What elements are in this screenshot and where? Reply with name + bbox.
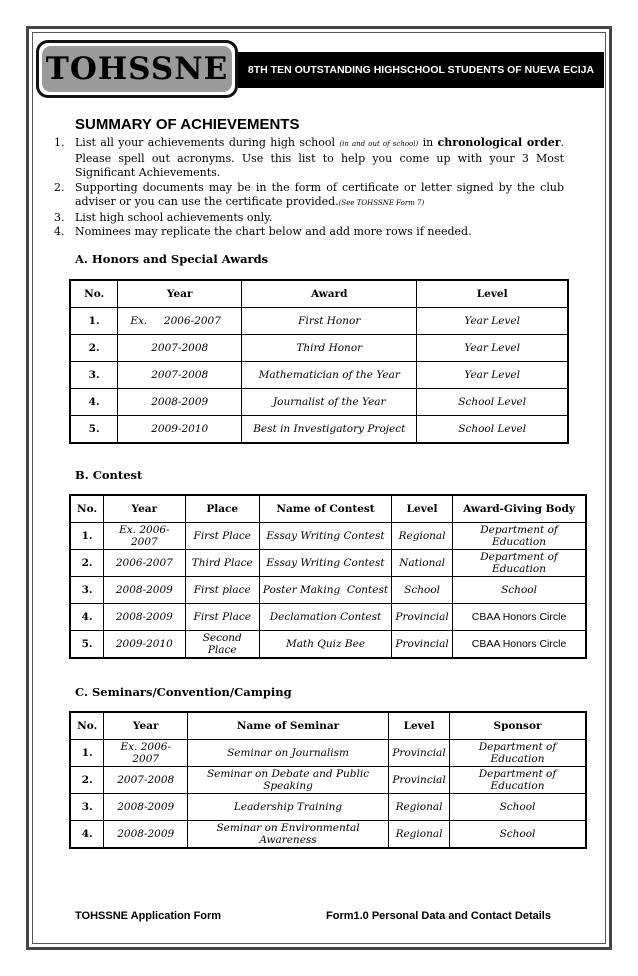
- instruction-item: [54, 181, 564, 211]
- table-cell: Regional: [389, 821, 450, 849]
- table-cell: First Honor: [242, 308, 417, 335]
- table-cell: Leadership Training: [188, 794, 389, 821]
- table-cell: 3.: [70, 794, 104, 821]
- table-cell: Ex. 2006-2007: [104, 740, 188, 767]
- table-cell: 2007-2008: [118, 362, 242, 389]
- column-header: Level: [389, 712, 450, 740]
- table-cell: 1.: [70, 740, 104, 767]
- column-header: Level: [392, 495, 453, 523]
- table-cell: 2009-2010: [118, 416, 242, 444]
- table-cell: 2008-2009: [104, 604, 185, 631]
- table-cell: Third Place: [185, 550, 259, 577]
- column-header: Year: [104, 712, 188, 740]
- instruction-item: [54, 136, 564, 181]
- table-cell: Department of Education: [453, 523, 586, 550]
- table-cell: First Place: [185, 604, 259, 631]
- instruction-text: Nominees may replicate the chart below and add more rows if needed.: [75, 225, 472, 238]
- instruction-number: 3.: [54, 210, 65, 224]
- instruction-number: 2.: [54, 180, 65, 194]
- seminars-section-title: C. Seminars/Convention/Camping: [75, 685, 292, 699]
- table-cell: Declamation Contest: [259, 604, 391, 631]
- table-cell: Second Place: [185, 631, 259, 659]
- table-row: [70, 794, 586, 821]
- column-header: Level: [417, 280, 568, 308]
- table-row: [70, 416, 568, 444]
- column-header: No.: [70, 280, 118, 308]
- table-cell: School Level: [417, 389, 568, 416]
- table-cell: First Place: [185, 523, 259, 550]
- table-row: [70, 821, 586, 849]
- table-cell: Year Level: [417, 362, 568, 389]
- table-cell: 3.: [70, 362, 118, 389]
- table-cell: 2008-2009: [104, 794, 188, 821]
- contest-table: [69, 494, 587, 659]
- instruction-note: (in and out of school): [339, 140, 419, 148]
- table-cell: 2007-2008: [118, 335, 242, 362]
- column-header: Year: [104, 495, 185, 523]
- table-cell: 4.: [70, 604, 104, 631]
- honors-table: [69, 279, 569, 444]
- table-cell: Year Level: [417, 335, 568, 362]
- table-cell: Ex. 2006-2007: [118, 308, 242, 335]
- column-header: Award-Giving Body: [453, 495, 586, 523]
- table-cell: Regional: [389, 794, 450, 821]
- column-header: No.: [70, 712, 104, 740]
- table-cell: Provincial: [392, 604, 453, 631]
- instruction-item: [54, 225, 564, 240]
- table-cell: Seminar on Debate and Public Speaking: [188, 767, 389, 794]
- table-cell: First place: [185, 577, 259, 604]
- seminars-table: [69, 711, 587, 849]
- table-cell: Essay Writing Contest: [259, 523, 391, 550]
- table-header-row: [70, 280, 568, 308]
- table-row: [70, 362, 568, 389]
- table-row: [70, 389, 568, 416]
- table-cell: Department of Education: [450, 767, 586, 794]
- table-cell: 2007-2008: [104, 767, 188, 794]
- table-cell: 5.: [70, 631, 104, 659]
- footer-form-name: TOHSSNE Application Form: [75, 910, 222, 922]
- table-row: [70, 335, 568, 362]
- table-cell: School: [392, 577, 453, 604]
- table-cell: School: [453, 577, 586, 604]
- footer-form-section: Form1.0 Personal Data and Contact Details: [326, 910, 551, 922]
- table-cell: 4.: [70, 389, 118, 416]
- table-cell: Provincial: [392, 631, 453, 659]
- instruction-text: Supporting documents may be in the form of certificate or letter signed by the club adviser or you can use the certificate provided.: [75, 180, 564, 208]
- table-header-row: [70, 712, 586, 740]
- table-cell: Year Level: [417, 308, 568, 335]
- table-cell: Math Quiz Bee: [259, 631, 391, 659]
- column-header: No.: [70, 495, 104, 523]
- table-cell: Ex. 2006-2007: [104, 523, 185, 550]
- instruction-text: List high school achievements only.: [75, 210, 273, 224]
- table-cell: 1.: [70, 308, 118, 335]
- logo-text: TOHSSNE: [45, 51, 229, 87]
- table-header-row: [70, 495, 586, 523]
- logo: [42, 46, 232, 92]
- table-cell: 2008-2009: [104, 821, 188, 849]
- table-cell: Mathematician of the Year: [242, 362, 417, 389]
- table-cell: 4.: [70, 821, 104, 849]
- table-cell: 2008-2009: [118, 389, 242, 416]
- page-title: SUMMARY OF ACHIEVEMENTS: [75, 116, 300, 133]
- table-row: [70, 550, 586, 577]
- table-cell: School Level: [417, 416, 568, 444]
- table-cell: 2.: [70, 335, 118, 362]
- table-cell: National: [392, 550, 453, 577]
- instruction-number: 4.: [54, 225, 65, 238]
- table-cell: Provincial: [389, 740, 450, 767]
- instruction-number: 1.: [54, 136, 65, 149]
- table-cell: 2008-2009: [104, 577, 185, 604]
- honors-section-title: A. Honors and Special Awards: [75, 252, 269, 266]
- column-header: Year: [118, 280, 242, 308]
- column-header: Sponsor: [450, 712, 586, 740]
- instructions-list: [54, 136, 564, 240]
- table-cell: Poster Making Contest: [259, 577, 391, 604]
- instruction-note: (See TOHSSNE Form 7): [338, 199, 425, 207]
- instruction-text: . Please spell out acronyms. Use this list to help you come up with your 3 Most Significant Achievements.: [75, 136, 564, 179]
- column-header: Place: [185, 495, 259, 523]
- table-cell: Essay Writing Contest: [259, 550, 391, 577]
- table-cell: Third Honor: [242, 335, 417, 362]
- instruction-emphasis: chronological order: [437, 136, 561, 149]
- table-cell: 2.: [70, 767, 104, 794]
- table-cell: 2009-2010: [104, 631, 185, 659]
- instruction-item: [54, 211, 564, 226]
- column-header: Award: [242, 280, 417, 308]
- table-cell: CBAA Honors Circle: [453, 631, 586, 659]
- table-cell: Best in Investigatory Project: [242, 416, 417, 444]
- table-row: [70, 740, 586, 767]
- table-cell: 5.: [70, 416, 118, 444]
- table-cell: 2.: [70, 550, 104, 577]
- table-row: [70, 604, 586, 631]
- table-cell: CBAA Honors Circle: [453, 604, 586, 631]
- column-header: Name of Contest: [259, 495, 391, 523]
- table-row: [70, 577, 586, 604]
- instruction-text: in: [418, 136, 438, 149]
- table-cell: Department of Education: [453, 550, 586, 577]
- table-cell: 3.: [70, 577, 104, 604]
- header-banner: 8TH TEN OUTSTANDING HIGHSCHOOL STUDENTS OF NUEVA ECIJA: [238, 52, 604, 88]
- instruction-text: List all your achievements during high school: [75, 136, 340, 149]
- table-row: [70, 767, 586, 794]
- table-row: [70, 631, 586, 659]
- table-cell: School: [450, 821, 586, 849]
- table-cell: Regional: [392, 523, 453, 550]
- table-cell: 1.: [70, 523, 104, 550]
- table-cell: Department of Education: [450, 740, 586, 767]
- table-row: [70, 308, 568, 335]
- contest-section-title: B. Contest: [75, 468, 143, 482]
- table-cell: 2006-2007: [104, 550, 185, 577]
- column-header: Name of Seminar: [188, 712, 389, 740]
- table-row: [70, 523, 586, 550]
- table-cell: Seminar on Environmental Awareness: [188, 821, 389, 849]
- table-cell: Provincial: [389, 767, 450, 794]
- table-cell: Journalist of the Year: [242, 389, 417, 416]
- table-cell: School: [450, 794, 586, 821]
- table-cell: Seminar on Journalism: [188, 740, 389, 767]
